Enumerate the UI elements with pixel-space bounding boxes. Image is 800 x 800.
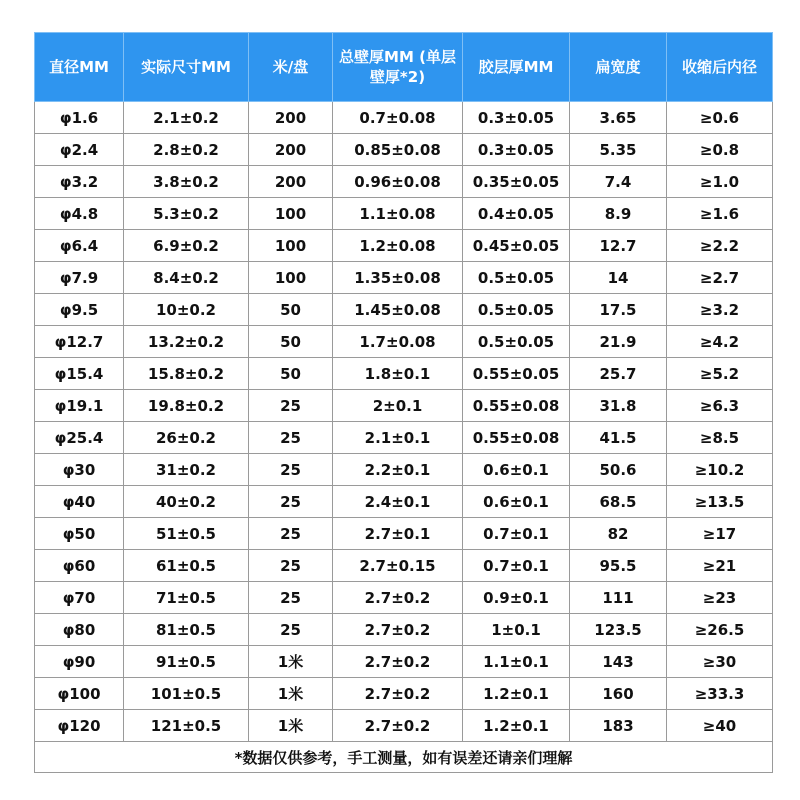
adhesive-cell: 0.6±0.1 <box>463 454 570 486</box>
table-row <box>35 518 773 550</box>
meters-per-roll-cell: 1米 <box>249 710 333 742</box>
adhesive-cell: 0.55±0.08 <box>463 422 570 454</box>
meters-per-roll-cell: 100 <box>249 198 333 230</box>
shrunk-inner-cell: ≥21 <box>667 550 773 582</box>
flat-width-cell: 82 <box>570 518 667 550</box>
meters-per-roll-cell: 25 <box>249 582 333 614</box>
table-body <box>35 102 773 742</box>
shrunk-inner-cell: ≥23 <box>667 582 773 614</box>
adhesive-cell: 0.3±0.05 <box>463 102 570 134</box>
actual-size-cell: 71±0.5 <box>124 582 249 614</box>
diameter-cell: φ70 <box>35 582 124 614</box>
actual-size-cell: 101±0.5 <box>124 678 249 710</box>
flat-width-cell: 160 <box>570 678 667 710</box>
header-row <box>35 33 773 102</box>
total-wall-cell: 2.7±0.2 <box>333 710 463 742</box>
col-total-wall-header: 总壁厚MM (单层壁厚*2) <box>333 33 463 102</box>
diameter-cell: φ60 <box>35 550 124 582</box>
actual-size-cell: 26±0.2 <box>124 422 249 454</box>
adhesive-cell: 0.4±0.05 <box>463 198 570 230</box>
adhesive-cell: 1.2±0.1 <box>463 710 570 742</box>
adhesive-cell: 0.3±0.05 <box>463 134 570 166</box>
col-shrunk-inner-header: 收缩后内径 <box>667 33 773 102</box>
diameter-cell: φ12.7 <box>35 326 124 358</box>
table-row <box>35 358 773 390</box>
total-wall-cell: 1.1±0.08 <box>333 198 463 230</box>
meters-per-roll-cell: 1米 <box>249 646 333 678</box>
actual-size-cell: 5.3±0.2 <box>124 198 249 230</box>
shrunk-inner-cell: ≥26.5 <box>667 614 773 646</box>
adhesive-cell: 0.6±0.1 <box>463 486 570 518</box>
meters-per-roll-cell: 200 <box>249 102 333 134</box>
flat-width-cell: 7.4 <box>570 166 667 198</box>
col-actual-size-header: 实际尺寸MM <box>124 33 249 102</box>
actual-size-cell: 61±0.5 <box>124 550 249 582</box>
meters-per-roll-cell: 25 <box>249 486 333 518</box>
total-wall-cell: 2.4±0.1 <box>333 486 463 518</box>
actual-size-cell: 13.2±0.2 <box>124 326 249 358</box>
adhesive-cell: 0.5±0.05 <box>463 326 570 358</box>
diameter-cell: φ90 <box>35 646 124 678</box>
flat-width-cell: 8.9 <box>570 198 667 230</box>
table-row <box>35 582 773 614</box>
meters-per-roll-cell: 25 <box>249 390 333 422</box>
meters-per-roll-cell: 50 <box>249 326 333 358</box>
footnote-row <box>35 742 773 773</box>
total-wall-cell: 0.96±0.08 <box>333 166 463 198</box>
flat-width-cell: 12.7 <box>570 230 667 262</box>
total-wall-cell: 1.2±0.08 <box>333 230 463 262</box>
diameter-cell: φ25.4 <box>35 422 124 454</box>
spec-table-container <box>34 32 772 773</box>
shrunk-inner-cell: ≥5.2 <box>667 358 773 390</box>
table-row <box>35 230 773 262</box>
col-adhesive-header: 胶层厚MM <box>463 33 570 102</box>
diameter-cell: φ6.4 <box>35 230 124 262</box>
adhesive-cell: 0.9±0.1 <box>463 582 570 614</box>
meters-per-roll-cell: 200 <box>249 134 333 166</box>
meters-per-roll-cell: 50 <box>249 294 333 326</box>
shrunk-inner-cell: ≥40 <box>667 710 773 742</box>
diameter-cell: φ3.2 <box>35 166 124 198</box>
table-row <box>35 294 773 326</box>
total-wall-cell: 1.7±0.08 <box>333 326 463 358</box>
actual-size-cell: 81±0.5 <box>124 614 249 646</box>
actual-size-cell: 31±0.2 <box>124 454 249 486</box>
shrunk-inner-cell: ≥13.5 <box>667 486 773 518</box>
diameter-cell: φ19.1 <box>35 390 124 422</box>
diameter-cell: φ120 <box>35 710 124 742</box>
actual-size-cell: 91±0.5 <box>124 646 249 678</box>
col-flat-width-header: 扁宽度 <box>570 33 667 102</box>
diameter-cell: φ9.5 <box>35 294 124 326</box>
diameter-cell: φ4.8 <box>35 198 124 230</box>
flat-width-cell: 5.35 <box>570 134 667 166</box>
table-row <box>35 710 773 742</box>
actual-size-cell: 3.8±0.2 <box>124 166 249 198</box>
shrunk-inner-cell: ≥8.5 <box>667 422 773 454</box>
meters-per-roll-cell: 50 <box>249 358 333 390</box>
adhesive-cell: 0.7±0.1 <box>463 550 570 582</box>
total-wall-cell: 2.1±0.1 <box>333 422 463 454</box>
shrunk-inner-cell: ≥2.2 <box>667 230 773 262</box>
actual-size-cell: 121±0.5 <box>124 710 249 742</box>
adhesive-cell: 1.2±0.1 <box>463 678 570 710</box>
flat-width-cell: 68.5 <box>570 486 667 518</box>
flat-width-cell: 25.7 <box>570 358 667 390</box>
total-wall-cell: 2.7±0.2 <box>333 646 463 678</box>
diameter-cell: φ1.6 <box>35 102 124 134</box>
actual-size-cell: 6.9±0.2 <box>124 230 249 262</box>
total-wall-cell: 1.35±0.08 <box>333 262 463 294</box>
flat-width-cell: 123.5 <box>570 614 667 646</box>
shrunk-inner-cell: ≥0.6 <box>667 102 773 134</box>
actual-size-cell: 40±0.2 <box>124 486 249 518</box>
actual-size-cell: 8.4±0.2 <box>124 262 249 294</box>
flat-width-cell: 14 <box>570 262 667 294</box>
total-wall-cell: 2.7±0.2 <box>333 582 463 614</box>
total-wall-cell: 2.2±0.1 <box>333 454 463 486</box>
adhesive-cell: 0.45±0.05 <box>463 230 570 262</box>
table-row <box>35 454 773 486</box>
shrunk-inner-cell: ≥3.2 <box>667 294 773 326</box>
table-row <box>35 614 773 646</box>
total-wall-cell: 1.8±0.1 <box>333 358 463 390</box>
flat-width-cell: 31.8 <box>570 390 667 422</box>
table-row <box>35 486 773 518</box>
diameter-cell: φ100 <box>35 678 124 710</box>
table-row <box>35 134 773 166</box>
adhesive-cell: 1±0.1 <box>463 614 570 646</box>
meters-per-roll-cell: 25 <box>249 518 333 550</box>
meters-per-roll-cell: 25 <box>249 614 333 646</box>
flat-width-cell: 41.5 <box>570 422 667 454</box>
table-row <box>35 102 773 134</box>
shrunk-inner-cell: ≥10.2 <box>667 454 773 486</box>
table-row <box>35 390 773 422</box>
diameter-cell: φ15.4 <box>35 358 124 390</box>
flat-width-cell: 17.5 <box>570 294 667 326</box>
shrunk-inner-cell: ≥2.7 <box>667 262 773 294</box>
diameter-cell: φ80 <box>35 614 124 646</box>
flat-width-cell: 183 <box>570 710 667 742</box>
total-wall-cell: 2.7±0.2 <box>333 614 463 646</box>
total-wall-cell: 1.45±0.08 <box>333 294 463 326</box>
total-wall-cell: 2±0.1 <box>333 390 463 422</box>
table-row <box>35 422 773 454</box>
meters-per-roll-cell: 25 <box>249 550 333 582</box>
col-diameter-header: 直径MM <box>35 33 124 102</box>
actual-size-cell: 19.8±0.2 <box>124 390 249 422</box>
diameter-cell: φ50 <box>35 518 124 550</box>
meters-per-roll-cell: 25 <box>249 422 333 454</box>
total-wall-cell: 0.7±0.08 <box>333 102 463 134</box>
shrunk-inner-cell: ≥6.3 <box>667 390 773 422</box>
meters-per-roll-cell: 1米 <box>249 678 333 710</box>
table-row <box>35 646 773 678</box>
table-row <box>35 326 773 358</box>
adhesive-cell: 0.35±0.05 <box>463 166 570 198</box>
flat-width-cell: 3.65 <box>570 102 667 134</box>
table-row <box>35 262 773 294</box>
total-wall-cell: 0.85±0.08 <box>333 134 463 166</box>
actual-size-cell: 2.1±0.2 <box>124 102 249 134</box>
flat-width-cell: 50.6 <box>570 454 667 486</box>
shrunk-inner-cell: ≥4.2 <box>667 326 773 358</box>
diameter-cell: φ30 <box>35 454 124 486</box>
total-wall-cell: 2.7±0.1 <box>333 518 463 550</box>
footnote: *数据仅供参考，手工测量，如有误差还请亲们理解 <box>35 742 773 773</box>
total-wall-cell: 2.7±0.2 <box>333 678 463 710</box>
adhesive-cell: 0.5±0.05 <box>463 262 570 294</box>
adhesive-cell: 0.7±0.1 <box>463 518 570 550</box>
adhesive-cell: 1.1±0.1 <box>463 646 570 678</box>
flat-width-cell: 21.9 <box>570 326 667 358</box>
adhesive-cell: 0.55±0.05 <box>463 358 570 390</box>
actual-size-cell: 10±0.2 <box>124 294 249 326</box>
shrunk-inner-cell: ≥1.0 <box>667 166 773 198</box>
adhesive-cell: 0.5±0.05 <box>463 294 570 326</box>
shrunk-inner-cell: ≥30 <box>667 646 773 678</box>
shrunk-inner-cell: ≥0.8 <box>667 134 773 166</box>
col-meters-per-roll-header: 米/盘 <box>249 33 333 102</box>
table-row <box>35 550 773 582</box>
meters-per-roll-cell: 100 <box>249 262 333 294</box>
flat-width-cell: 143 <box>570 646 667 678</box>
diameter-cell: φ40 <box>35 486 124 518</box>
flat-width-cell: 111 <box>570 582 667 614</box>
table-row <box>35 198 773 230</box>
spec-table <box>34 32 773 773</box>
shrunk-inner-cell: ≥17 <box>667 518 773 550</box>
diameter-cell: φ7.9 <box>35 262 124 294</box>
diameter-cell: φ2.4 <box>35 134 124 166</box>
meters-per-roll-cell: 200 <box>249 166 333 198</box>
adhesive-cell: 0.55±0.08 <box>463 390 570 422</box>
shrunk-inner-cell: ≥33.3 <box>667 678 773 710</box>
actual-size-cell: 15.8±0.2 <box>124 358 249 390</box>
actual-size-cell: 2.8±0.2 <box>124 134 249 166</box>
meters-per-roll-cell: 100 <box>249 230 333 262</box>
flat-width-cell: 95.5 <box>570 550 667 582</box>
shrunk-inner-cell: ≥1.6 <box>667 198 773 230</box>
actual-size-cell: 51±0.5 <box>124 518 249 550</box>
table-row <box>35 166 773 198</box>
total-wall-cell: 2.7±0.15 <box>333 550 463 582</box>
meters-per-roll-cell: 25 <box>249 454 333 486</box>
table-row <box>35 678 773 710</box>
